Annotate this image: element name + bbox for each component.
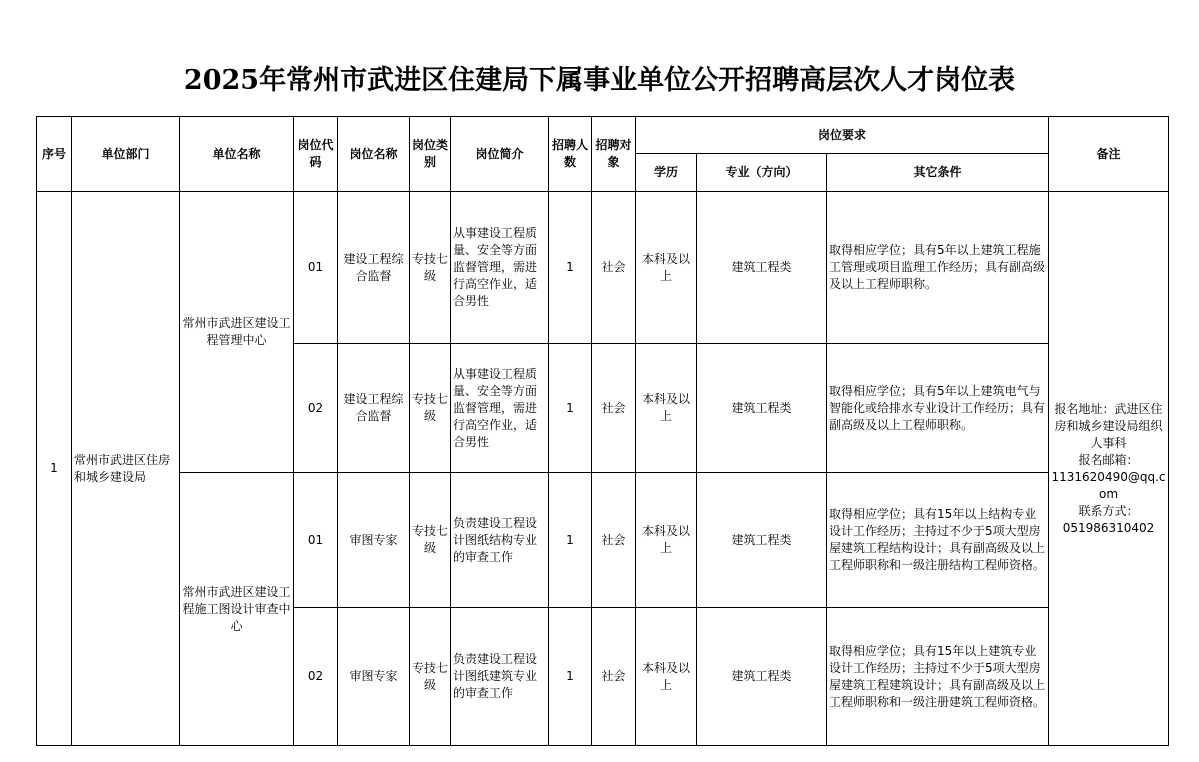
other-cell: 取得相应学位；具有15年以上建筑专业设计工作经历；主持过不少于5项大型房屋建筑工程建筑设计；具有副高级及以上工程师职称和一级注册建筑工程师资格。	[827, 608, 1049, 746]
major-cell: 建筑工程类	[697, 473, 827, 608]
seq-cell: 1	[37, 192, 72, 746]
remark-phone: 051986310402	[1062, 520, 1155, 535]
header-major: 专业（方向）	[697, 154, 827, 192]
recruitment-table	[36, 116, 1169, 746]
remark-cell	[1049, 192, 1169, 746]
header-target: 招聘对象	[592, 117, 636, 192]
dept-cell: 常州市武进区住房和城乡建设局	[72, 192, 180, 746]
remark-address: 报名地址：武进区住房和城乡建设局组织人事科	[1054, 401, 1163, 450]
code-cell: 01	[294, 192, 338, 344]
count-cell: 1	[549, 344, 592, 473]
edu-cell: 本科及以上	[636, 344, 697, 473]
code-cell: 01	[294, 473, 338, 608]
header-requirements: 岗位要求	[636, 117, 1049, 154]
header-remark: 备注	[1049, 117, 1169, 192]
header-count: 招聘人数	[549, 117, 592, 192]
table-row	[37, 192, 1169, 344]
page-title: 2025年常州市武进区住建局下属事业单位公开招聘高层次人才岗位表	[183, 65, 1016, 96]
post-cell: 建设工程综合监督	[338, 344, 410, 473]
header-category: 岗位类别	[410, 117, 451, 192]
other-cell: 取得相应学位；具有5年以上建筑电气与智能化或给排水专业设计工作经历；具有副高级及以上工程师职称。	[827, 344, 1049, 473]
post-cell: 审图专家	[338, 608, 410, 746]
count-cell: 1	[549, 473, 592, 608]
major-cell: 建筑工程类	[697, 192, 827, 344]
count-cell: 1	[549, 608, 592, 746]
header-intro: 岗位简介	[451, 117, 549, 192]
header-code: 岗位代码	[294, 117, 338, 192]
remark-email-label: 报名邮箱：	[1078, 452, 1139, 467]
table-row	[37, 473, 1169, 608]
intro-cell: 负责建设工程设计图纸建筑专业的审查工作	[451, 608, 549, 746]
unit-cell: 常州市武进区建设工程管理中心	[180, 192, 294, 473]
edu-cell: 本科及以上	[636, 192, 697, 344]
category-cell: 专技七级	[410, 192, 451, 344]
header-edu: 学历	[636, 154, 697, 192]
other-cell: 取得相应学位；具有5年以上建筑工程施工管理或项目监理工作经历；具有副高级及以上工程师职称。	[827, 192, 1049, 344]
header-post: 岗位名称	[338, 117, 410, 192]
edu-cell: 本科及以上	[636, 473, 697, 608]
header-dept: 单位部门	[72, 117, 180, 192]
count-cell: 1	[549, 192, 592, 344]
target-cell: 社会	[592, 608, 636, 746]
remark-email: 1131620490@qq.com	[1051, 469, 1166, 501]
code-cell: 02	[294, 608, 338, 746]
remark-contact-label: 联系方式：	[1078, 503, 1139, 518]
header-unit: 单位名称	[180, 117, 294, 192]
code-cell: 02	[294, 344, 338, 473]
intro-cell: 从事建设工程质量、安全等方面监督管理，需进行高空作业，适合男性	[451, 192, 549, 344]
intro-cell: 负责建设工程设计图纸结构专业的审查工作	[451, 473, 549, 608]
post-cell: 审图专家	[338, 473, 410, 608]
major-cell: 建筑工程类	[697, 344, 827, 473]
header-other: 其它条件	[827, 154, 1049, 192]
target-cell: 社会	[592, 344, 636, 473]
post-cell: 建设工程综合监督	[338, 192, 410, 344]
unit-cell: 常州市武进区建设工程施工图设计审查中心	[180, 473, 294, 746]
target-cell: 社会	[592, 473, 636, 608]
category-cell: 专技七级	[410, 473, 451, 608]
category-cell: 专技七级	[410, 344, 451, 473]
header-row	[37, 117, 1169, 154]
intro-cell: 从事建设工程质量、安全等方面监督管理，需进行高空作业，适合男性	[451, 344, 549, 473]
other-cell: 取得相应学位；具有15年以上结构专业设计工作经历；主持过不少于5项大型房屋建筑工程结构设计；具有副高级及以上工程师职称和一级注册结构工程师资格。	[827, 473, 1049, 608]
edu-cell: 本科及以上	[636, 608, 697, 746]
category-cell: 专技七级	[410, 608, 451, 746]
header-seq: 序号	[37, 117, 72, 192]
target-cell: 社会	[592, 192, 636, 344]
major-cell: 建筑工程类	[697, 608, 827, 746]
